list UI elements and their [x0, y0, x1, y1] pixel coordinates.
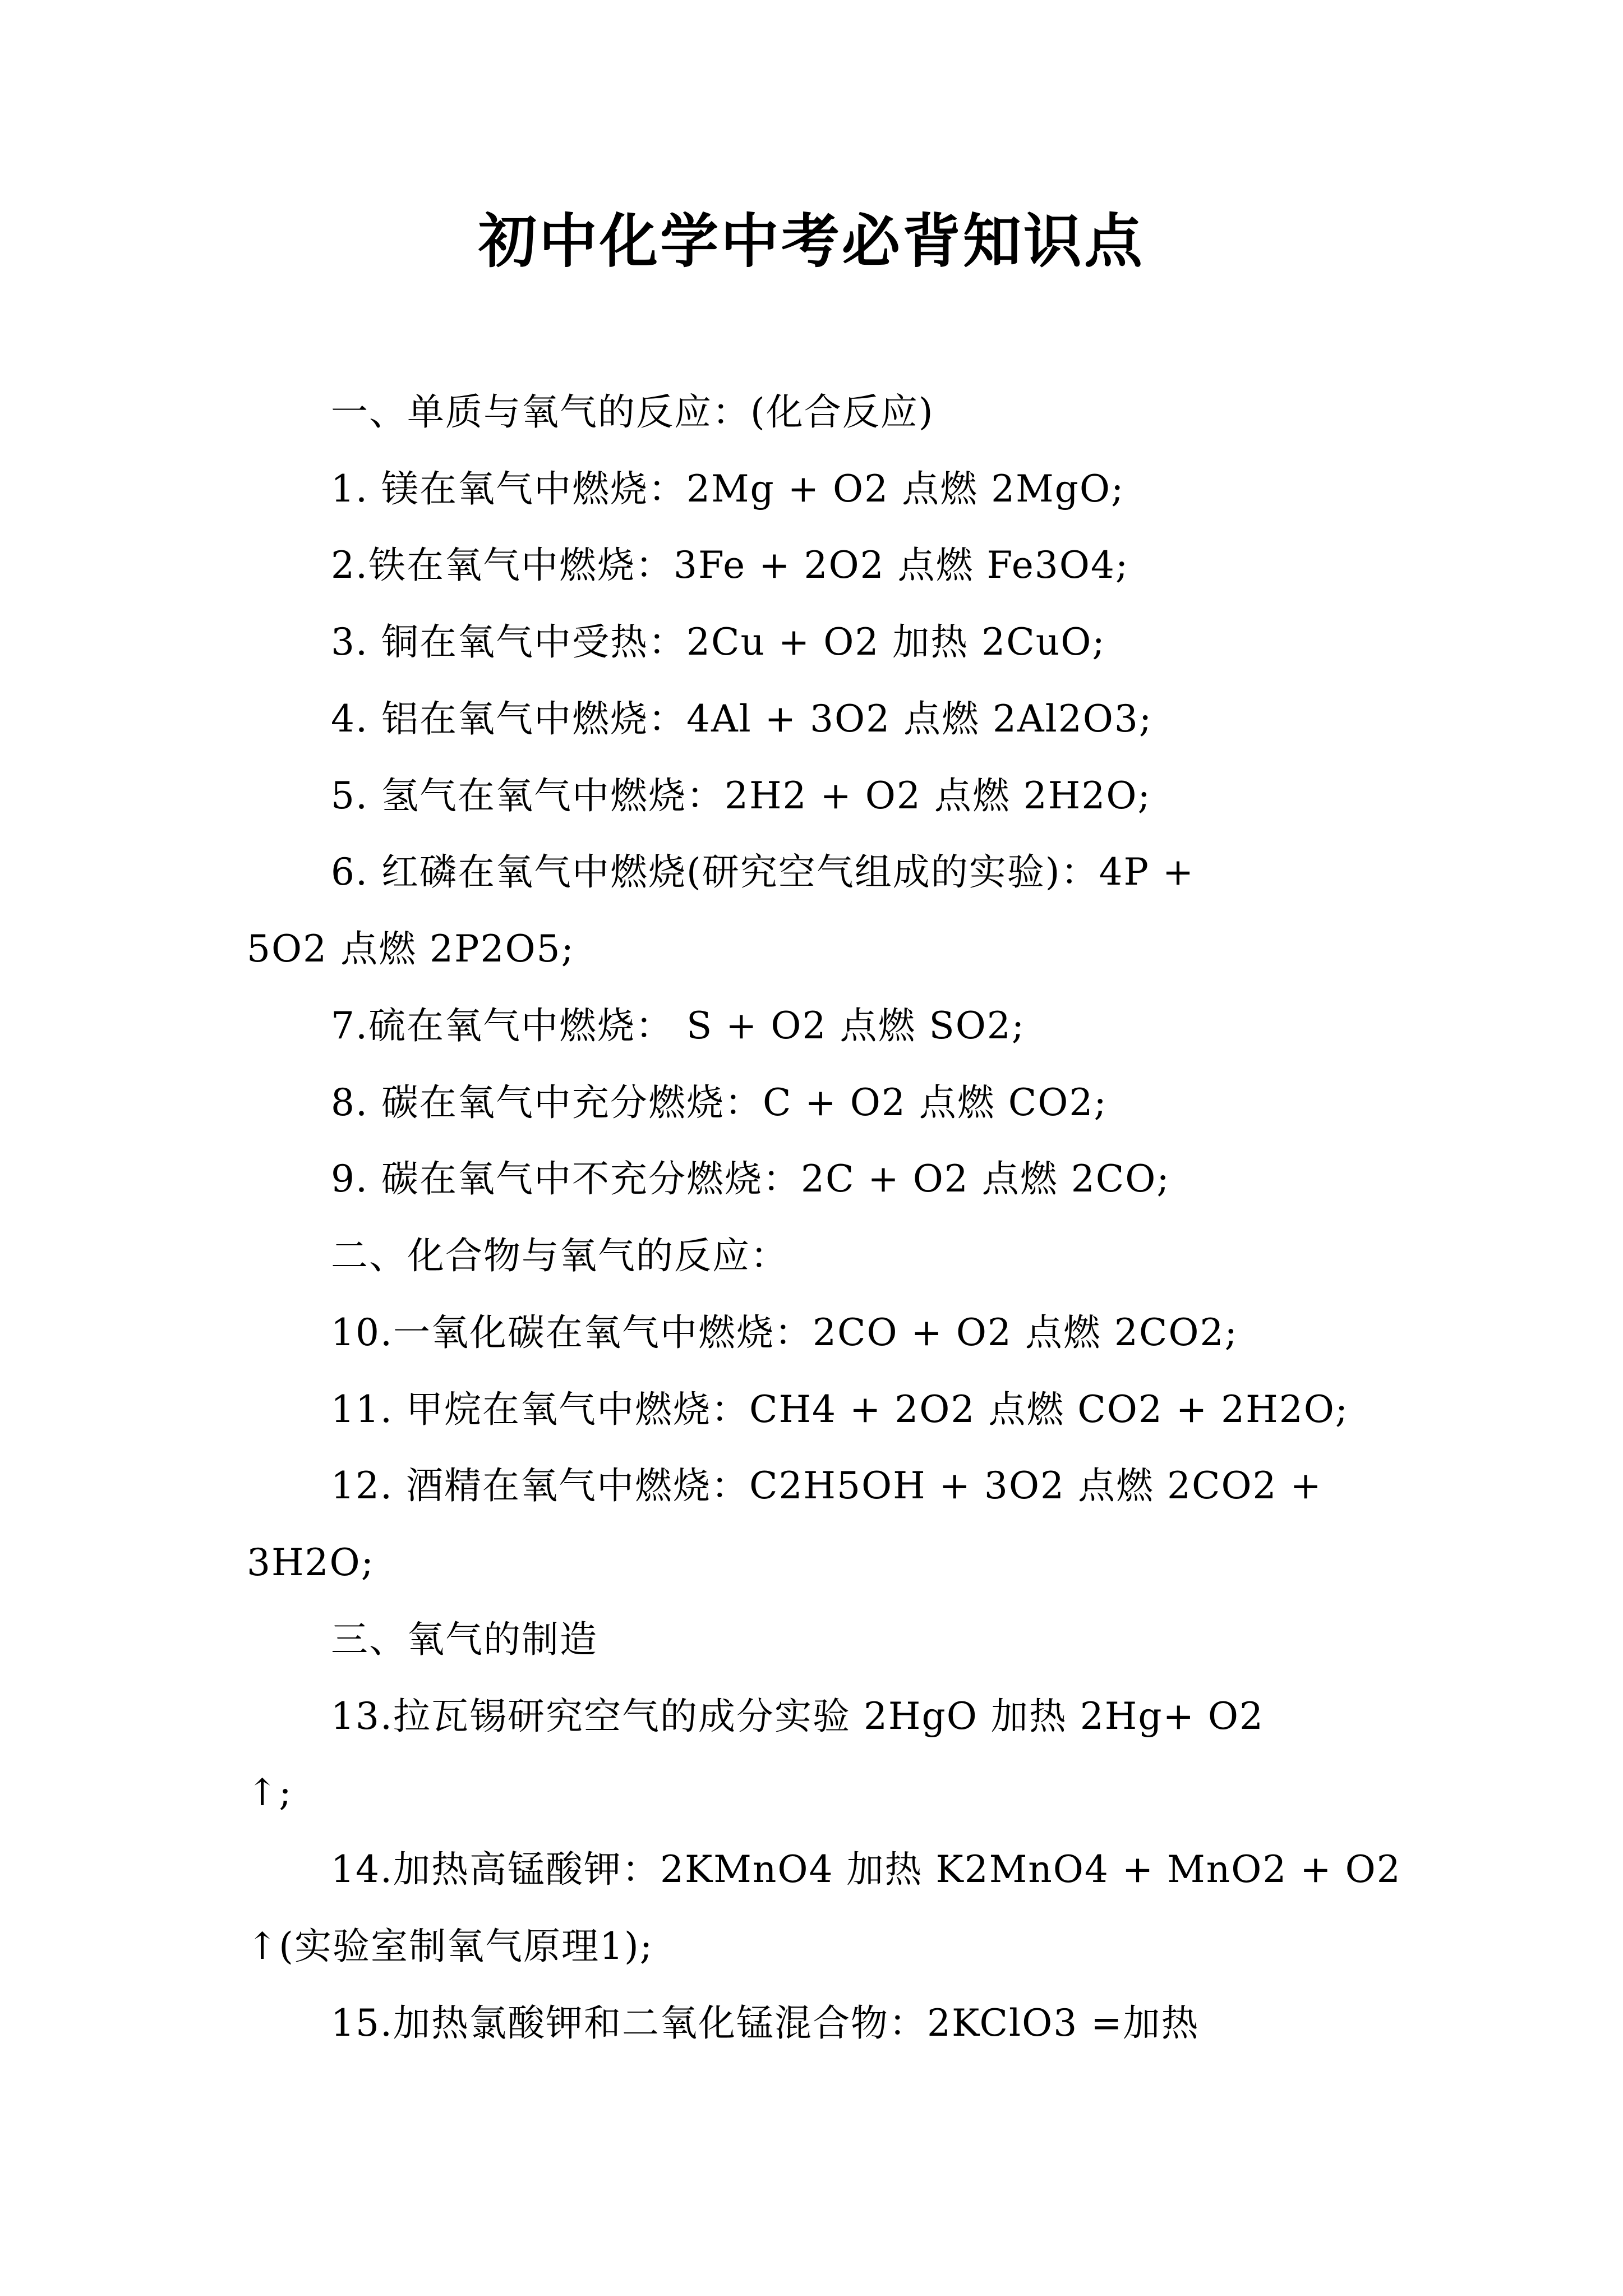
section-heading-2: 二、化合物与氧气的反应：: [331, 1234, 789, 1277]
paragraph-line: 15.加热氯酸钾和二氧化锰混合物：2KClO3 =加热: [331, 2001, 1200, 2045]
paragraph-line: 6. 红磷在氧气中燃烧(研究空气组成的实验)：4P +: [331, 850, 1195, 894]
paragraph-line: 7.硫在氧气中燃烧： S + O2 点燃 SO2;: [331, 1004, 1026, 1047]
paragraph-line: 8. 碳在氧气中充分燃烧：C + O2 点燃 CO2;: [331, 1081, 1108, 1124]
paragraph-line-continued: ↑;: [247, 1771, 293, 1814]
paragraph-line: 13.拉瓦锡研究空气的成分实验 2HgO 加热 2Hg+ O2: [331, 1695, 1264, 1738]
paragraph-line: 10.一氧化碳在氧气中燃烧：2CO + O2 点燃 2CO2;: [331, 1311, 1238, 1354]
paragraph-line: 14.加热高锰酸钾：2KMnO4 加热 K2MnO4 + MnO2 + O2: [331, 1848, 1401, 1891]
paragraph-line: 5. 氢气在氧气中燃烧：2H2 + O2 点燃 2H2O;: [331, 774, 1151, 817]
paragraph-line: 3. 铜在氧气中受热：2Cu + O2 加热 2CuO;: [331, 620, 1106, 664]
section-heading-1: 一、单质与氧气的反应：(化合反应): [331, 390, 934, 434]
paragraph-line: 12. 酒精在氧气中燃烧：C2H5OH + 3O2 点燃 2CO2 +: [331, 1464, 1322, 1507]
section-heading-3: 三、氧气的制造: [331, 1618, 598, 1661]
paragraph-line: 9. 碳在氧气中不充分燃烧：2C + O2 点燃 2CO;: [331, 1157, 1170, 1200]
document-title: 初中化学中考必背知识点: [478, 206, 1145, 275]
paragraph-line: 1. 镁在氧气中燃烧：2Mg + O2 点燃 2MgO;: [331, 467, 1125, 510]
paragraph-line: 11. 甲烷在氧气中燃烧：CH4 + 2O2 点燃 CO2 + 2H2O;: [331, 1388, 1349, 1431]
paragraph-line-continued: ↑(实验室制氧气原理1);: [247, 1925, 654, 1968]
paragraph-line-continued: 5O2 点燃 2P2O5;: [247, 927, 575, 970]
paragraph-line-continued: 3H2O;: [247, 1541, 375, 1584]
paragraph-line: 4. 铝在氧气中燃烧：4Al + 3O2 点燃 2Al2O3;: [331, 697, 1153, 740]
paragraph-line: 2.铁在氧气中燃烧：3Fe + 2O2 点燃 Fe3O4;: [331, 544, 1129, 587]
